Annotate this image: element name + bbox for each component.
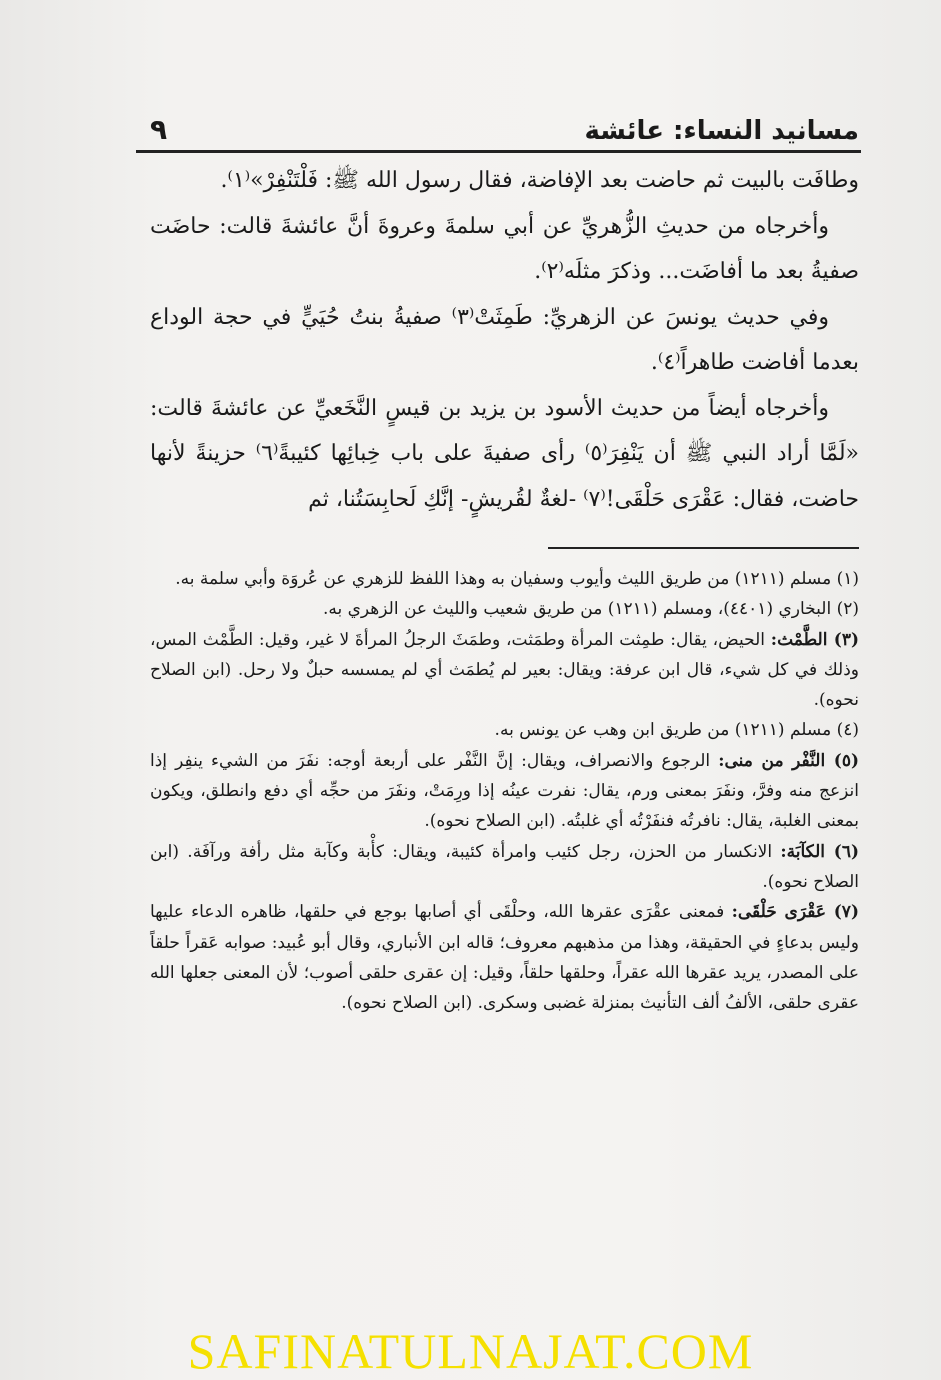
page-number: ٩ xyxy=(150,113,168,146)
paragraph-1: وطافَت بالبيت ثم حاضت بعد الإفاضة، فقال رسول الله ﷺ: فَلْتَنْفِرْ»⁽١⁾. xyxy=(220,168,859,193)
paragraph-4: وأخرجاه أيضاً من حديث الأسود بن يزيد بن قيسٍ النَّخَعيِّ عن عائشةَ قالت: «لَمَّا أراد النبي ﷺ أن يَنْفِرَ⁽٥⁾ رأى صفيةَ على باب خِبائِها كئيبةً⁽٦⁾ حزينةً لأنها حاضت، فقال: عَقْرَى حَلْقَى!⁽٧⁾ -لغةٌ لقُريشٍ- إنَّكِ لَحابِسَتُنا، ثم xyxy=(150,395,860,512)
footnotes xyxy=(150,564,859,1018)
footnote-rule xyxy=(548,547,859,549)
footnote-3-term: (٣) الطَّمْث: xyxy=(770,629,859,650)
footnote-6-term: (٦) الكآبَة: xyxy=(780,841,859,862)
footnote-5-term: (٥) النَّفْر من منى: xyxy=(718,750,860,771)
site-watermark: SAFINATULNAJAT.COM xyxy=(187,1323,754,1379)
footnote-7-text: فمعنى عقْرَى عقرها الله، وحلْقَى أي أصابها بوجع في حلقها، ظاهره الدعاء عليها وليس بدعاءٍ في الحقيقة، وهذا من مذهبهم معروف؛ قاله ابن الأنباري، وقال أبو عُبيد: صوابه عَقراً حلقاً على المصدر، يريد عقرها الله عقراً، وحلقها حلقاً، وقيل: إن عقرى حلقى أصوب؛ لأن المعنى جعلها الله عقرى حلقى، الألفُ ألف التأنيث بمنزلة غضبى وسكرى. (ابن الصلاح نحوه). xyxy=(150,902,859,1014)
footnote-3-text: الحيض، يقال: طمِثت المرأة وطمَثت، وطمَثَ الرجلُ المرأةَ لا غير، وقيل: الطَّمْث المس، وذلك في كل شيء، قال ابن عرفة: ويقال: بعير لم يُطمَث أي لم يمسسه حبلٌ ولا رحل. (ابن الصلاح نحوه). xyxy=(150,629,859,711)
footnote-5-text: الرجوع والانصراف، ويقال: إنَّ النَّفْر على أربعة أوجه: نفَرَ من الشيء ينفِر إذا انزعج منه وفرَّ، ونفَرَ بمعنى ورم، يقال: نفرت عينُه إذا ورِمَتْ، ونفَرَ من حجِّه أي دفع وانطلق، ويكون بمعنى الغلبة، يقال: نافرتُه فنفَرْتُه أي غلبتُه. (ابن الصلاح نحوه). xyxy=(150,750,859,832)
footnote-4: (٤) مسلم (١٢١١) من طريق ابن وهب عن يونس به. xyxy=(494,720,859,741)
header-rule xyxy=(136,150,861,153)
footnote-7 xyxy=(150,897,859,1018)
footnote-3 xyxy=(150,625,859,716)
footnote-2: (٢) البخاري (٤٤٠١)، ومسلم (١٢١١) من طريق شعيب والليث عن الزهري به. xyxy=(322,599,859,620)
footnote-1: (١) مسلم (١٢١١) من طريق الليث وأيوب وسفيان به وهذا اللفظ للزهري عن عُروَة وأبي سلمة به. xyxy=(175,569,859,589)
page-header xyxy=(150,96,859,146)
footnote-5 xyxy=(150,746,859,837)
paragraph-2: وأخرجاه من حديثِ الزُّهريِّ عن أبي سلمةَ وعروةَ أنَّ عائشةَ قالت: حاضَت صفيةُ بعد ما أفاضَت... وذكرَ مثلَه⁽٢⁾. xyxy=(150,213,859,284)
footnote-6-text: الانكسار من الحزن، رجل كئيب وامرأة كئيبة، ويقال: كأْبة وكآبة مثل رأفة ورآفَة. (ابن الصلاح نحوه). xyxy=(150,841,859,892)
paragraph-3: وفي حديث يونسَ عن الزهريِّ: طَمِثَتْ⁽٣⁾ صفيةُ بنتُ حُيَيٍّ في حجة الوداع بعدما أفاضت طاهراً⁽٤⁾. xyxy=(150,304,859,375)
main-text xyxy=(150,158,859,522)
footnote-7-term: (٧) عَقْرَى حَلْقَى: xyxy=(731,902,859,923)
running-title: مسانيد النساء: عائشة xyxy=(584,116,859,146)
footnote-6 xyxy=(150,837,859,898)
